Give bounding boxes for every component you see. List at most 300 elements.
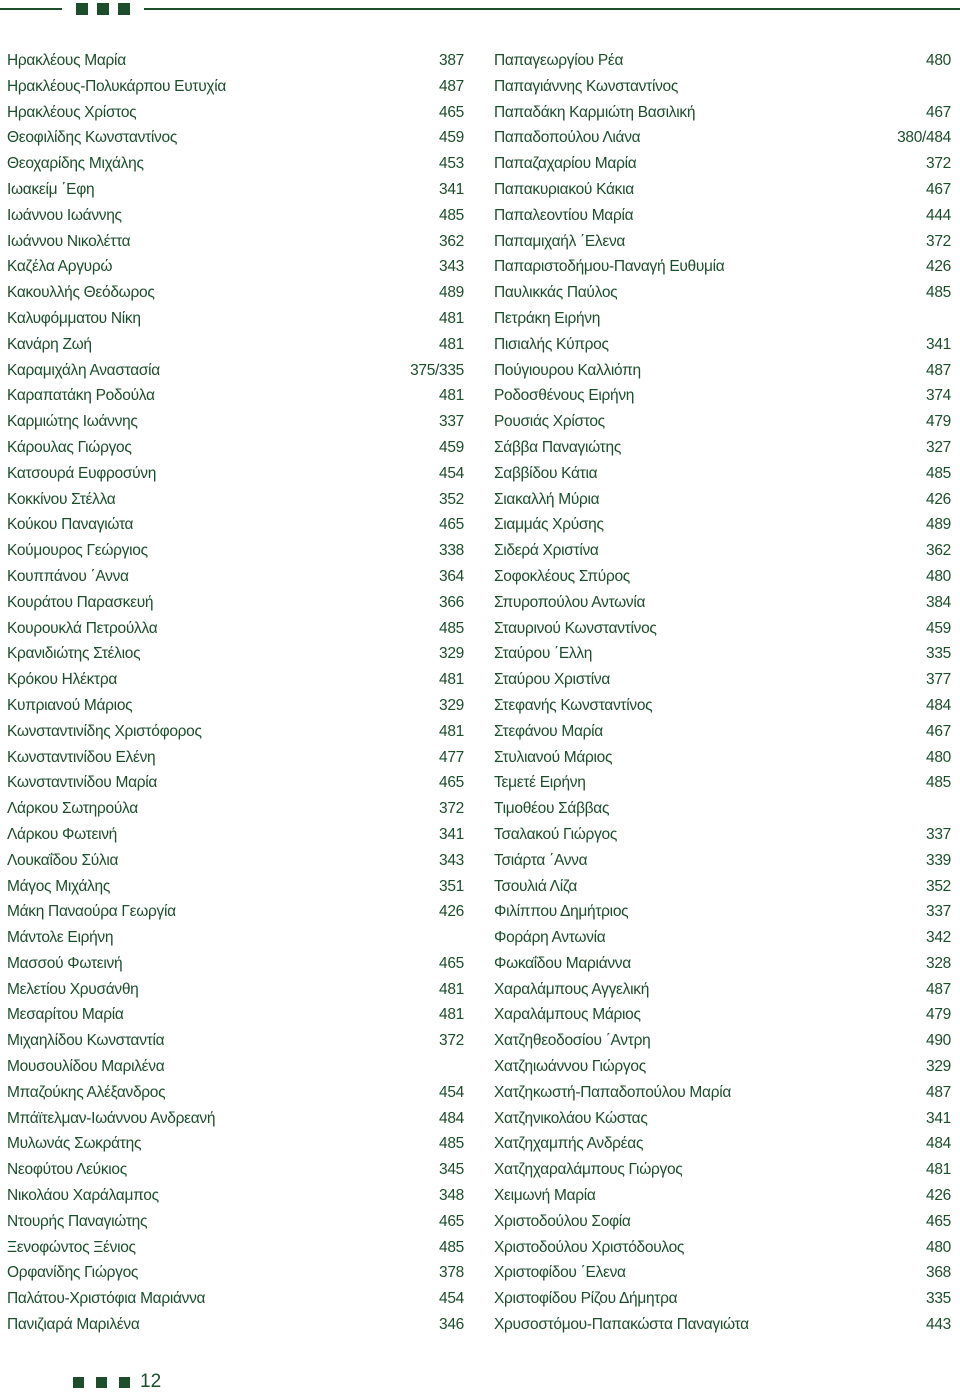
entry-page: 467 <box>926 722 951 740</box>
entry-name: Κούκου Παναγιώτα <box>7 516 134 534</box>
entry-page: 467 <box>926 180 951 198</box>
entry-page: 327 <box>926 438 951 456</box>
index-entry <box>7 822 464 848</box>
entry-page: 378 <box>439 1264 464 1282</box>
entry-name: Κανάρη Ζωή <box>7 335 92 353</box>
entry-page: 481 <box>439 980 464 998</box>
index-entry <box>7 1028 464 1054</box>
entry-name: Πισιαλής Κύπρος <box>494 335 609 353</box>
entry-name: Χαραλάμπους Μάριος <box>494 1006 641 1024</box>
entry-name: Κυπριανού Μάριος <box>7 696 133 714</box>
entry-page: 342 <box>926 929 951 947</box>
entry-page: 489 <box>439 284 464 302</box>
entry-name: Χατζηθεοδοσίου ΄Αντρη <box>494 1032 651 1050</box>
entry-page: 484 <box>439 1109 464 1127</box>
entry-page: 351 <box>439 877 464 895</box>
entry-page: 485 <box>926 284 951 302</box>
index-entry <box>7 358 464 384</box>
entry-name: Λάρκου Σωτηρούλα <box>7 800 138 818</box>
index-entry <box>494 719 951 745</box>
index-entry <box>494 74 951 100</box>
entry-page: 426 <box>439 903 464 921</box>
entry-name: Λάρκου Φωτεινή <box>7 825 117 843</box>
entry-page: 341 <box>439 825 464 843</box>
entry-page: 465 <box>439 1212 464 1230</box>
index-entry <box>7 48 464 74</box>
index-entry <box>7 1106 464 1132</box>
entry-name: Τεμετέ Ειρήνη <box>494 774 586 792</box>
entry-name: Σπυροπούλου Αντωνία <box>494 593 646 611</box>
entry-name: Σιακαλλή Μύρια <box>494 490 600 508</box>
entry-page: 489 <box>926 516 951 534</box>
entry-name: Χριστοδούλου Σοφία <box>494 1212 631 1230</box>
entry-page: 490 <box>926 1032 951 1050</box>
entry-name: Στεφανής Κωνσταντίνος <box>494 696 653 714</box>
entry-page: 459 <box>926 619 951 637</box>
entry-page: 467 <box>926 103 951 121</box>
entry-name: Σταυρινού Κωνσταντίνος <box>494 619 657 637</box>
index-entry <box>494 1054 951 1080</box>
index-entry <box>494 848 951 874</box>
entry-page: 364 <box>439 567 464 585</box>
entry-name: Καραπατάκη Ροδούλα <box>7 387 155 405</box>
entry-name: Μάκη Παναούρα Γεωργία <box>7 903 176 921</box>
entry-name: Μυλωνάς Σωκράτης <box>7 1135 142 1153</box>
index-entry <box>494 280 951 306</box>
entry-page: 480 <box>926 748 951 766</box>
entry-page: 337 <box>926 903 951 921</box>
entry-name: Σοφοκλέους Σπύρος <box>494 567 630 585</box>
entry-name: Μασσού Φωτεινή <box>7 954 123 972</box>
entry-name: Φιλίππου Δημήτριος <box>494 903 629 921</box>
index-entry <box>494 1312 951 1338</box>
entry-name: Κουρουκλά Πετρούλλα <box>7 619 158 637</box>
entry-page: 481 <box>439 1006 464 1024</box>
entry-page: 454 <box>439 1290 464 1308</box>
entry-page: 481 <box>926 1161 951 1179</box>
entry-name: Τιμοθέου Σάββας <box>494 800 610 818</box>
index-entry <box>7 1209 464 1235</box>
entry-name: Πετράκη Ειρήνη <box>494 309 601 327</box>
entry-name: Κρόκου Ηλέκτρα <box>7 671 118 689</box>
index-entry <box>7 1002 464 1028</box>
entry-page: 426 <box>926 1187 951 1205</box>
index-entry <box>7 925 464 951</box>
index-entry <box>494 538 951 564</box>
entry-name: Χριστοφίδου ΄Ελενα <box>494 1264 626 1282</box>
entry-name: Χρυσοστόμου-Παπακώστα Παναγιώτα <box>494 1316 749 1334</box>
index-entry <box>7 1286 464 1312</box>
entry-page: 341 <box>926 335 951 353</box>
entry-page: 480 <box>926 52 951 69</box>
index-entry <box>7 1312 464 1338</box>
index-entry <box>7 383 464 409</box>
entry-page: 484 <box>926 696 951 714</box>
entry-name: Σταύρου ΄Ελλη <box>494 645 593 663</box>
entry-name: Κατσουρά Ευφροσύνη <box>7 464 157 482</box>
entry-page: 465 <box>439 103 464 121</box>
entry-name: Καζέλα Αργυρώ <box>7 258 113 276</box>
entry-page: 485 <box>439 1238 464 1256</box>
entry-name: Παπαδοπούλου Λιάνα <box>494 129 641 147</box>
entry-name: Παπαγιάννης Κωνσταντίνος <box>494 77 679 95</box>
entry-name: Μάντολε Ειρήνη <box>7 929 114 947</box>
index-entry <box>7 254 464 280</box>
index-entry <box>7 848 464 874</box>
entry-name: Νικολάου Χαράλαμπος <box>7 1187 159 1205</box>
entry-page: 335 <box>926 1290 951 1308</box>
entry-page: 479 <box>926 1006 951 1024</box>
index-entry <box>494 796 951 822</box>
entry-name: Παπαλεοντίου Μαρία <box>494 206 634 224</box>
index-column-right <box>494 48 951 1338</box>
entry-page: 485 <box>439 206 464 224</box>
entry-name: Στυλιανού Μάριος <box>494 748 613 766</box>
index-entry <box>7 951 464 977</box>
index-entry <box>494 1131 951 1157</box>
entry-name: Χαραλάμπους Αγγελική <box>494 980 650 998</box>
index-entry <box>494 693 951 719</box>
entry-page: 487 <box>926 361 951 379</box>
entry-page: 366 <box>439 593 464 611</box>
entry-name: Παπαζαχαρίου Μαρία <box>494 155 637 173</box>
entry-name: Χατζηνικολάου Κώστας <box>494 1109 648 1127</box>
index-entry <box>7 538 464 564</box>
entry-page: 345 <box>439 1161 464 1179</box>
entry-page: 372 <box>926 155 951 173</box>
index-entry <box>494 1157 951 1183</box>
entry-name: Σάββα Παναγιώτης <box>494 438 621 456</box>
index-entry <box>494 977 951 1003</box>
header-rule-right <box>144 8 960 10</box>
entry-page: 480 <box>926 567 951 585</box>
index-entry <box>494 874 951 900</box>
entry-page: 477 <box>439 748 464 766</box>
entry-name: Παλάτου-Χριστόφια Μαριάννα <box>7 1290 206 1308</box>
entry-name: Μεσαρίτου Μαρία <box>7 1006 124 1024</box>
entry-page: 368 <box>926 1264 951 1282</box>
entry-name: Κουράτου Παρασκευή <box>7 593 154 611</box>
entry-page: 459 <box>439 129 464 147</box>
index-entry <box>494 1286 951 1312</box>
index-entry <box>7 641 464 667</box>
entry-name: Ορφανίδης Γιώργος <box>7 1264 139 1282</box>
entry-name: Ντουρής Παναγιώτης <box>7 1212 148 1230</box>
page-number: 12 <box>140 1371 162 1392</box>
entry-page: 465 <box>439 774 464 792</box>
entry-name: Τσαλακού Γιώργος <box>494 825 618 843</box>
entry-name: Χριστοφίδου Ρίζου Δήμητρα <box>494 1290 678 1308</box>
entry-name: Χατζηκωστή-Παπαδοπούλου Μαρία <box>494 1083 732 1101</box>
entry-name: Θεοφιλίδης Κωνσταντίνος <box>7 129 177 147</box>
header-square-icon <box>118 3 130 15</box>
index-entry <box>7 306 464 332</box>
entry-name: Πανιζιαρά Μαριλένα <box>7 1316 140 1334</box>
index-entry <box>7 1260 464 1286</box>
entry-page: 481 <box>439 309 464 327</box>
index-entry <box>494 1080 951 1106</box>
entry-name: Κωνσταντινίδης Χριστόφορος <box>7 722 202 740</box>
index-entry <box>494 383 951 409</box>
entry-page: 343 <box>439 851 464 869</box>
index-entry <box>494 1183 951 1209</box>
entry-page: 479 <box>926 413 951 431</box>
entry-page: 465 <box>439 516 464 534</box>
entry-page: 487 <box>439 77 464 95</box>
index-column-left <box>7 48 464 1338</box>
entry-name: Ηρακλέους Χρίστος <box>7 103 137 121</box>
index-entry <box>7 461 464 487</box>
index-entry <box>494 1209 951 1235</box>
footer-square-icon <box>96 1377 107 1388</box>
entry-name: Κακουλλής Θεόδωρος <box>7 284 155 302</box>
index-entry <box>7 74 464 100</box>
entry-page: 337 <box>439 413 464 431</box>
index-entry <box>7 745 464 771</box>
index-entry <box>7 100 464 126</box>
index-entry <box>494 409 951 435</box>
index-entry <box>7 616 464 642</box>
entry-page: 352 <box>439 490 464 508</box>
entry-name: Παπαγεωργίου Ρέα <box>494 52 624 69</box>
entry-name: Χειμωνή Μαρία <box>494 1187 596 1205</box>
entry-name: Σιδερά Χριστίνα <box>494 542 599 560</box>
entry-name: Μπαζούκης Αλέξανδρος <box>7 1083 166 1101</box>
entry-name: Φοράρη Αντωνία <box>494 929 606 947</box>
index-entry <box>7 332 464 358</box>
index-entry <box>494 770 951 796</box>
index-entry <box>7 719 464 745</box>
entry-name: Χατζηιωάννου Γιώργος <box>494 1058 646 1076</box>
entry-page: 443 <box>926 1316 951 1334</box>
index-entry <box>494 590 951 616</box>
index-entry <box>494 641 951 667</box>
entry-page: 337 <box>926 825 951 843</box>
index-entry <box>494 177 951 203</box>
entry-page: 372 <box>439 800 464 818</box>
entry-page: 377 <box>926 671 951 689</box>
index-entry <box>494 254 951 280</box>
index-entry <box>494 332 951 358</box>
index-entry <box>7 1157 464 1183</box>
entry-page: 335 <box>926 645 951 663</box>
entry-name: Κωνσταντινίδου Μαρία <box>7 774 158 792</box>
entry-name: Κρανιδιώτης Στέλιος <box>7 645 141 663</box>
entry-page: 362 <box>439 232 464 250</box>
entry-page: 481 <box>439 335 464 353</box>
entry-page: 387 <box>439 52 464 69</box>
entry-page: 481 <box>439 722 464 740</box>
index-entry <box>494 1028 951 1054</box>
index-entry <box>7 1054 464 1080</box>
entry-page: 465 <box>439 954 464 972</box>
entry-page: 485 <box>926 774 951 792</box>
index-entry <box>494 1235 951 1261</box>
entry-page: 426 <box>926 490 951 508</box>
index-entry <box>7 1131 464 1157</box>
index-entry <box>7 409 464 435</box>
entry-page: 444 <box>926 206 951 224</box>
index-entry <box>7 667 464 693</box>
index-entry <box>7 487 464 513</box>
index-entry <box>494 229 951 255</box>
header-square-icon <box>76 3 88 15</box>
entry-page: 487 <box>926 1083 951 1101</box>
entry-page: 338 <box>439 542 464 560</box>
index-entry <box>494 822 951 848</box>
index-entry <box>7 229 464 255</box>
entry-name: Κοκκίνου Στέλλα <box>7 490 116 508</box>
index-entry <box>7 977 464 1003</box>
index-entry <box>494 435 951 461</box>
index-entry <box>7 435 464 461</box>
entry-page: 372 <box>926 232 951 250</box>
entry-name: Μελετίου Χρυσάνθη <box>7 980 139 998</box>
entry-name: Κάρουλας Γιώργος <box>7 438 132 456</box>
entry-name: Σαββίδου Κάτια <box>494 464 598 482</box>
entry-page: 343 <box>439 258 464 276</box>
index-entry <box>494 1106 951 1132</box>
entry-name: Μιχαηλίδου Κωνσταντία <box>7 1032 165 1050</box>
index-entry <box>494 306 951 332</box>
entry-name: Παυλικκάς Παύλος <box>494 284 618 302</box>
index-entry <box>7 203 464 229</box>
entry-name: Πούγιουρου Καλλιόπη <box>494 361 641 379</box>
entry-page: 481 <box>439 387 464 405</box>
entry-name: Ρουσιάς Χρίστος <box>494 413 605 431</box>
index-entry <box>7 1080 464 1106</box>
entry-page: 374 <box>926 387 951 405</box>
entry-name: Ιωακείμ ΄Εφη <box>7 180 95 198</box>
entry-page: 485 <box>926 464 951 482</box>
entry-page: 426 <box>926 258 951 276</box>
entry-name: Μάγος Μιχάλης <box>7 877 110 895</box>
index-entry <box>494 487 951 513</box>
entry-page: 454 <box>439 464 464 482</box>
entry-page: 348 <box>439 1187 464 1205</box>
index-entry <box>7 590 464 616</box>
index-entry <box>494 564 951 590</box>
index-entry <box>494 1002 951 1028</box>
entry-name: Σταύρου Χριστίνα <box>494 671 611 689</box>
entry-page: 329 <box>926 1058 951 1076</box>
entry-page: 341 <box>926 1109 951 1127</box>
index-entry <box>494 151 951 177</box>
index-entry <box>7 125 464 151</box>
entry-page: 485 <box>439 1135 464 1153</box>
entry-name: Καλυφόμματου Νίκη <box>7 309 141 327</box>
index-entry <box>494 899 951 925</box>
entry-name: Κωνσταντινίδου Ελένη <box>7 748 156 766</box>
entry-page: 487 <box>926 980 951 998</box>
entry-name: Κουππάνου ΄Αννα <box>7 567 129 585</box>
entry-name: Παπαριστοδήμου-Παναγή Ευθυμία <box>494 258 725 276</box>
entry-name: Χατζηχαραλάμπους Γιώργος <box>494 1161 683 1179</box>
entry-name: Παπακυριακού Κάκια <box>494 180 634 198</box>
entry-name: Στεφάνου Μαρία <box>494 722 603 740</box>
header-rule-left <box>0 8 62 10</box>
index-entry <box>494 48 951 74</box>
index-entry <box>494 125 951 151</box>
entry-name: Μουσουλίδου Μαριλένα <box>7 1058 165 1076</box>
index-entry <box>7 796 464 822</box>
entry-page: 465 <box>926 1212 951 1230</box>
index-entry <box>494 616 951 642</box>
index-entry <box>494 745 951 771</box>
entry-page: 362 <box>926 542 951 560</box>
entry-page: 328 <box>926 954 951 972</box>
index-entry <box>494 667 951 693</box>
entry-page: 375/335 <box>410 361 464 379</box>
entry-name: Μπάϊτελμαν-Ιωάννου Ανδρεανή <box>7 1109 216 1127</box>
entry-page: 346 <box>439 1316 464 1334</box>
entry-name: Ιωάννου Νικολέττα <box>7 232 131 250</box>
entry-page: 453 <box>439 155 464 173</box>
index-entry <box>7 177 464 203</box>
entry-page: 329 <box>439 645 464 663</box>
index-entry <box>7 899 464 925</box>
entry-page: 352 <box>926 877 951 895</box>
entry-name: Λουκαΐδου Σύλια <box>7 851 119 869</box>
entry-name: Ξενοφώντος Ξένιος <box>7 1238 136 1256</box>
index-entry <box>7 874 464 900</box>
entry-name: Ηρακλέους-Πολυκάρπου Ευτυχία <box>7 77 227 95</box>
entry-page: 454 <box>439 1083 464 1101</box>
entry-name: Ιωάννου Ιωάννης <box>7 206 122 224</box>
footer-square-icon <box>119 1377 130 1388</box>
entry-page: 339 <box>926 851 951 869</box>
entry-page: 341 <box>439 180 464 198</box>
entry-page: 481 <box>439 671 464 689</box>
entry-page: 459 <box>439 438 464 456</box>
index-entry <box>494 512 951 538</box>
entry-page: 480 <box>926 1238 951 1256</box>
footer-square-icon <box>73 1377 84 1388</box>
entry-name: Καραμιχάλη Αναστασία <box>7 361 160 379</box>
index-entry <box>7 1183 464 1209</box>
entry-page: 484 <box>926 1135 951 1153</box>
index-entry <box>494 1260 951 1286</box>
entry-page: 384 <box>926 593 951 611</box>
entry-name: Τσουλιά Λίζα <box>494 877 577 895</box>
entry-name: Παπαμιχαήλ ΄Ελενα <box>494 232 626 250</box>
index-entry <box>494 925 951 951</box>
header-square-icon <box>97 3 109 15</box>
index-entry <box>494 461 951 487</box>
entry-name: Κούμουρος Γεώργιος <box>7 542 148 560</box>
entry-page: 380/484 <box>897 129 951 147</box>
entry-name: Θεοχαρίδης Μιχάλης <box>7 155 144 173</box>
index-entry <box>7 280 464 306</box>
index-entry <box>7 693 464 719</box>
entry-page: 372 <box>439 1032 464 1050</box>
index-entry <box>7 770 464 796</box>
entry-page: 329 <box>439 696 464 714</box>
entry-name: Ροδοσθένους Ειρήνη <box>494 387 635 405</box>
index-entry <box>494 951 951 977</box>
entry-name: Φωκαΐδου Μαριάννα <box>494 954 631 972</box>
entry-name: Καρμιώτης Ιωάννης <box>7 413 138 431</box>
entry-name: Χατζηχαμπής Ανδρέας <box>494 1135 644 1153</box>
entry-name: Παπαδάκη Καρμιώτη Βασιλική <box>494 103 696 121</box>
index-entry <box>494 100 951 126</box>
index-entry <box>7 151 464 177</box>
index-entry <box>7 564 464 590</box>
entry-name: Σιαμμάς Χρύσης <box>494 516 604 534</box>
entry-name: Χριστοδούλου Χριστόδουλος <box>494 1238 685 1256</box>
entry-name: Ηρακλέους Μαρία <box>7 52 126 69</box>
entry-page: 485 <box>439 619 464 637</box>
